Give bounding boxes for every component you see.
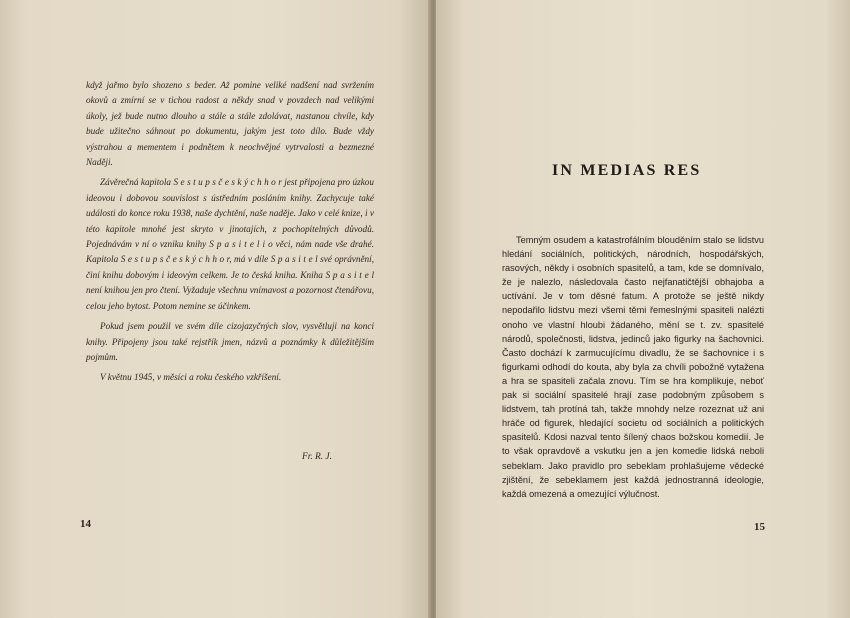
left-paragraph-3: Pokud jsem použil ve svém díle cizojazyčných slov, vysvětluji na konci knihy. Připojeny jsou také rejstřík jmen, názvů a poznámky k důležitějším pojmům. bbox=[86, 321, 374, 362]
chapter-heading: IN MEDIAS RES bbox=[552, 162, 702, 179]
left-paragraph-4: V květnu 1945, v měsíci a roku českého vzkříšení. bbox=[100, 372, 282, 383]
left-paragraph-1: když jařmo bylo shozeno s beder. Až pomine veliké nadšení nad svržením okovů a zmírní se v tichou radost a někdy snad v povzdech nad velikými úkoly, jež bude nutno dlouho a stále a stále zdolávat, nastanou chvíle, kdy bude užitečno sáhnout po dokumentu, jakým jest toto dílo. Bude vždy výstrahou a mementem i podnětem k neochvějné vytrvalosti a bezmezné Naději. bbox=[86, 80, 374, 168]
right-page-number: 15 bbox=[754, 521, 765, 533]
left-paragraph-2: Závěrečná kapitola S e s t u p s č e s k ý c h h o r jest připojena pro úzkou ideovou i dobovou souvislost s ústředním posláním knihy. Zachycuje také události do konce roku 1938, naše dychtění, naše naděje. Jako v celé knize, i v této kapitole mnohé jest skryto v jinotajích, z pochopitelných důvodů. Pojednávám v ní o vzniku knihy S p a s i t e l i o věci, nám nade vše drahé. Kapitola S e s t u p s č e s k ý c h h o r, má v díle S p a s i t e l své oprávnění, činí knihu dobovým i ideovým celkem. Je to česká kniha. Kniha S p a s i t e l není knihou jen pro čtení. Vyžaduje všechnu vnímavost a pozornost čtenářovu, celou jeho bytost. Potom nemine se účinkem. bbox=[86, 177, 374, 311]
right-paragraph: Temným osudem a katastrofálním blouděním stalo se lidstvu hledání sociálních, politických, národních, hospodářských, rasových, někdy i osobních spasitelů, a tam, kde se domnívalo, že je nalezlo, následovala často nejfanatičtější obhajoba a uctívání. Je v tom děsné fatum. A protože se ještě nikdy nepodařilo lidstvu mezi všemi těmi řemeslnými spasiteli nalézti onoho ve vlastní hloubi žádaného, mění se t. zv. spasitelé národů, společnosti, lidstva, jedinců jako figurky na šachovnici. Často dochází k zarmucujícímu divadlu, že se šachovnice i s figurkami odhodí do kouta, aby byla za chvíli pobožně vytažena a hra se spasiteli začala znovu. Tím se hra komplikuje, neboť pak si sociální spasitelé hrají zase podobným způsobem s lidstvem, tah protíná tah, takže mnohdy nelze rozeznat už ani hráče od figurek, hledající societu od sociálních a politických spasitelů. Kdosi nazval tento šílený chaos božskou komedií. Je to však opravdově a vskutku jen a jen komedie lidská neboli sebeklam. Jako pravidlo pro sebeklam prohlašujeme vědecké zjištění, že sebeklamem jest každá jednostranná ideologie, každá omezená a omezující výlučnost. bbox=[502, 235, 764, 499]
right-page-text bbox=[502, 233, 764, 501]
left-page-text bbox=[86, 78, 374, 391]
left-page-number: 14 bbox=[80, 518, 91, 530]
author-signature: Fr. R. J. bbox=[302, 452, 332, 462]
